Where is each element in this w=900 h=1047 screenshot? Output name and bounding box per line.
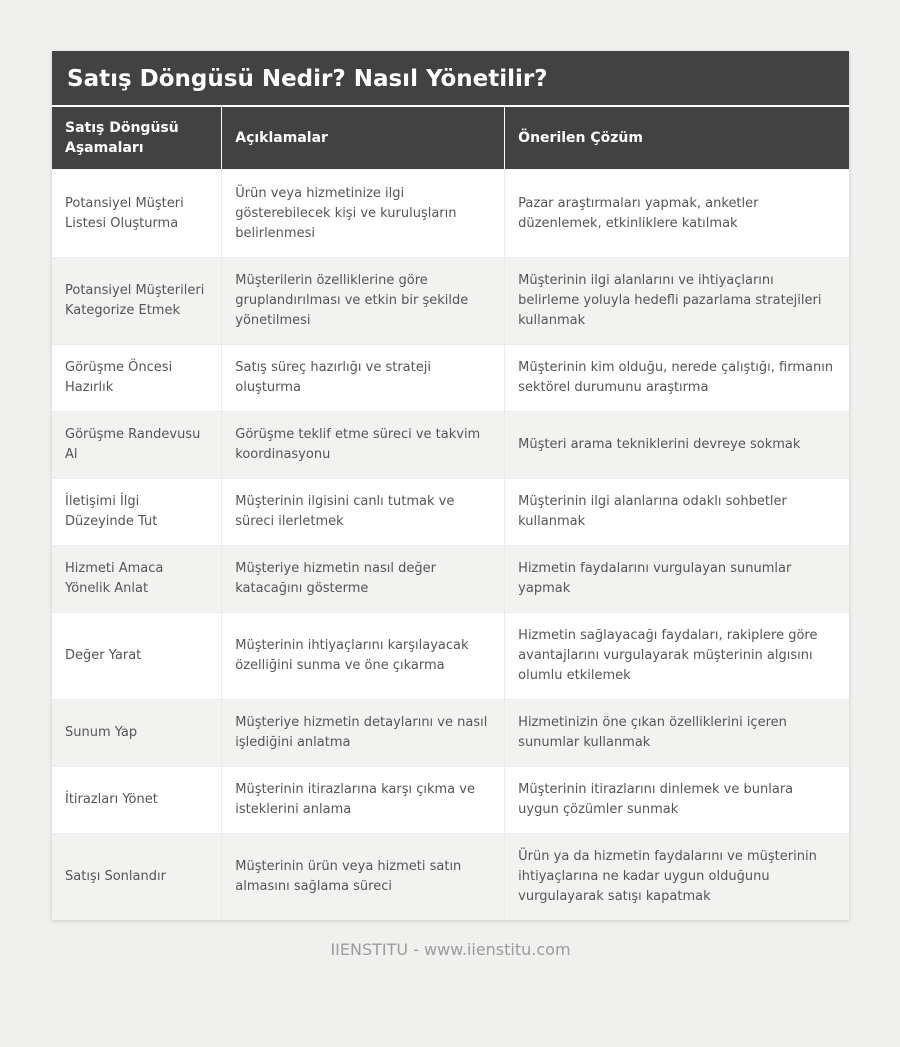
cell-description: Satış süreç hazırlığı ve strateji oluşturma [222,345,505,412]
table-header [52,107,849,170]
cell-description: Müşterinin ürün veya hizmeti satın almasını sağlama süreci [222,834,505,921]
cell-description: Müşterinin ihtiyaçlarını karşılayacak özelliğini sunma ve öne çıkarma [222,613,505,700]
cell-stage: Değer Yarat [52,613,222,700]
table-row [52,700,849,767]
cell-stage: Satışı Sonlandır [52,834,222,921]
cell-solution: Ürün ya da hizmetin faydalarını ve müşterinin ihtiyaçlarına ne kadar uygun olduğunu vurgulayarak satışı kapatmak [505,834,849,921]
header-row [52,107,849,170]
cell-stage: Hizmeti Amaca Yönelik Anlat [52,546,222,613]
column-header-solution: Önerilen Çözüm [505,107,849,170]
cell-solution: Hizmetin faydalarını vurgulayan sunumlar yapmak [505,546,849,613]
table-row [52,767,849,834]
cell-solution: Hizmetinizin öne çıkan özelliklerini içeren sunumlar kullanmak [505,700,849,767]
cell-description: Müşterinin itirazlarına karşı çıkma ve isteklerini anlama [222,767,505,834]
table-row [52,258,849,345]
cell-solution: Hizmetin sağlayacağı faydaları, rakiplere göre avantajlarını vurgulayarak müşterinin algısını olumlu etkilemek [505,613,849,700]
page-title: Satış Döngüsü Nedir? Nasıl Yönetilir? [52,51,849,107]
table-row [52,546,849,613]
cell-description: Müşteriye hizmetin nasıl değer katacağını gösterme [222,546,505,613]
table-row [52,613,849,700]
cell-solution: Pazar araştırmaları yapmak, anketler düzenlemek, etkinliklere katılmak [505,170,849,258]
column-header-descriptions: Açıklamalar [222,107,505,170]
cell-solution: Müşterinin itirazlarını dinlemek ve bunlara uygun çözümler sunmak [505,767,849,834]
column-header-stages: Satış Döngüsü Aşamaları [52,107,222,170]
sales-cycle-card [52,51,849,920]
cell-description: Müşteriye hizmetin detaylarını ve nasıl işlediğini anlatma [222,700,505,767]
cell-description: Müşterilerin özelliklerine göre gruplandırılması ve etkin bir şekilde yönetilmesi [222,258,505,345]
table-row [52,170,849,258]
table-row [52,834,849,921]
table-row [52,345,849,412]
table-body [52,170,849,920]
cell-solution: Müşterinin ilgi alanlarına odaklı sohbetler kullanmak [505,479,849,546]
cell-stage: Sunum Yap [52,700,222,767]
footer-credit: IIENSTITU - www.iienstitu.com [330,940,571,959]
cell-description: Ürün veya hizmetinize ilgi gösterebilecek kişi ve kuruluşların belirlenmesi [222,170,505,258]
cell-solution: Müşteri arama tekniklerini devreye sokmak [505,412,849,479]
cell-stage: Potansiyel Müşteri Listesi Oluşturma [52,170,222,258]
cell-stage: Görüşme Randevusu Al [52,412,222,479]
cell-stage: Görüşme Öncesi Hazırlık [52,345,222,412]
cell-solution: Müşterinin ilgi alanlarını ve ihtiyaçlarını belirleme yoluyla hedefli pazarlama stratejileri kullanmak [505,258,849,345]
table-row [52,479,849,546]
cell-stage: İletişimi İlgi Düzeyinde Tut [52,479,222,546]
cell-stage: İtirazları Yönet [52,767,222,834]
cell-description: Görüşme teklif etme süreci ve takvim koordinasyonu [222,412,505,479]
table-row [52,412,849,479]
sales-cycle-table [52,107,849,920]
cell-solution: Müşterinin kim olduğu, nerede çalıştığı, firmanın sektörel durumunu araştırma [505,345,849,412]
cell-description: Müşterinin ilgisini canlı tutmak ve süreci ilerletmek [222,479,505,546]
cell-stage: Potansiyel Müşterileri Kategorize Etmek [52,258,222,345]
